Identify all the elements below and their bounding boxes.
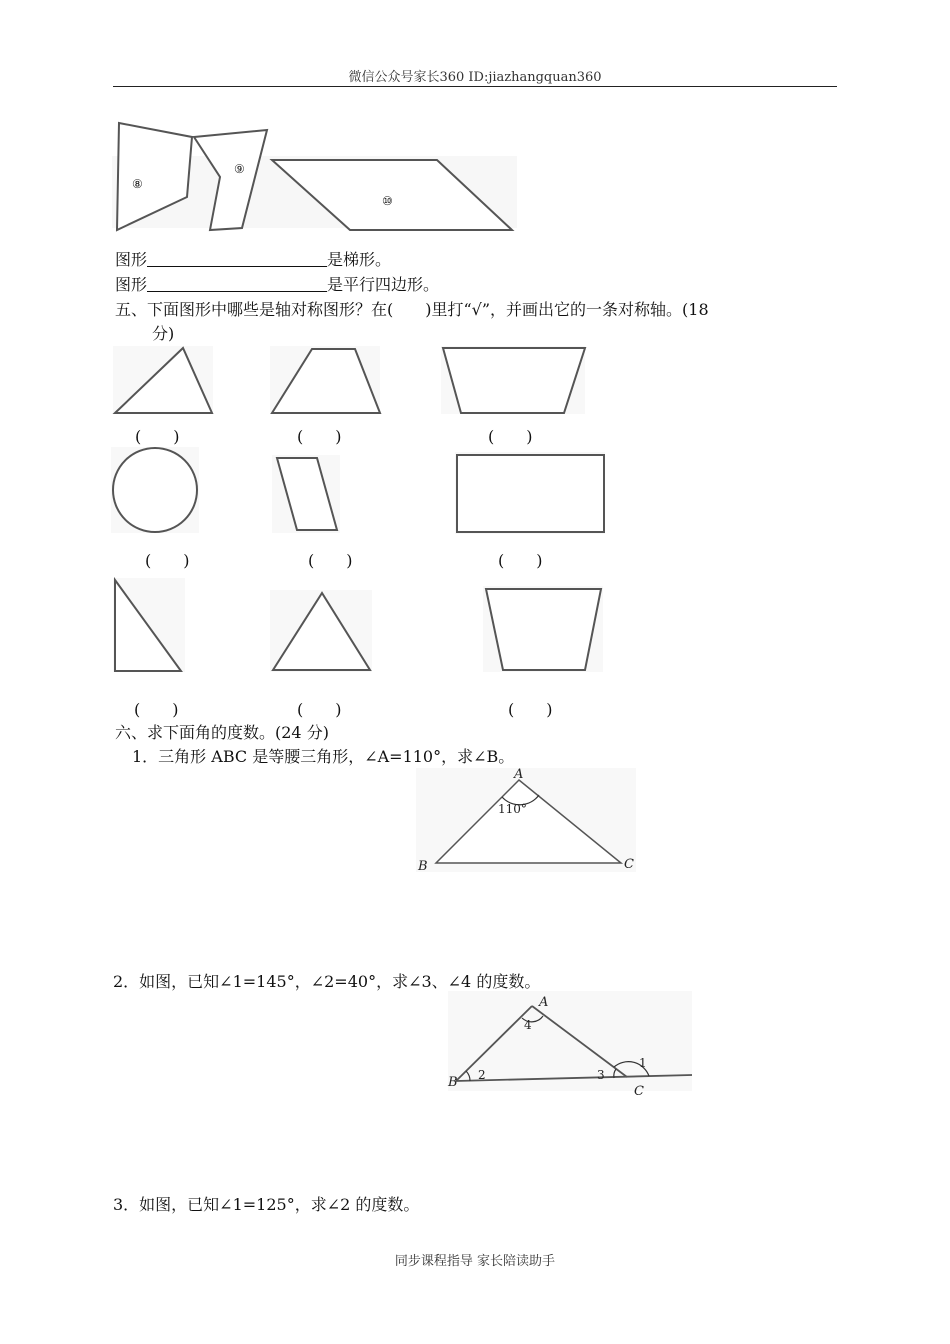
- header-rule: [113, 86, 837, 87]
- trapezoid-suffix: 是梯形。: [327, 250, 392, 269]
- fig2-angle-1: 1: [639, 1056, 647, 1070]
- parallelogram-suffix: 是平行四边形。: [327, 275, 440, 294]
- fig1-angle-label: 110°: [498, 802, 527, 816]
- answer-slot-7[interactable]: ( ): [134, 700, 179, 719]
- answer-slot-1[interactable]: ( ): [135, 427, 180, 446]
- section5-title: 五、下面图形中哪些是轴对称图形？在( )里打“√”，并画出它的一条对称轴。(18: [115, 300, 709, 319]
- figure-equilateral-triangle: [270, 590, 374, 674]
- figure-parallelogram: [441, 346, 587, 416]
- parallelogram-blank[interactable]: [147, 275, 327, 292]
- figure-trapezoid-inverted: [483, 586, 605, 674]
- figure-triangle-abc: [416, 768, 638, 876]
- parallelogram-prefix: 图形: [115, 275, 148, 294]
- fig1-vertex-a: A: [514, 767, 524, 782]
- answer-slot-9[interactable]: ( ): [508, 700, 553, 719]
- answer-slot-8[interactable]: ( ): [297, 700, 342, 719]
- trapezoid-answer-line: [115, 250, 391, 270]
- fig2-angle-3: 3: [597, 1068, 605, 1082]
- shape-10-label: ⑩: [382, 194, 393, 208]
- fig2-vertex-a: A: [539, 995, 549, 1010]
- figure-rectangle: [455, 452, 607, 536]
- figure-shapes-8-9-10: [112, 120, 522, 235]
- fig2-angle-2: 2: [478, 1068, 486, 1082]
- answer-slot-3[interactable]: ( ): [488, 427, 533, 446]
- fig1-vertex-b: B: [418, 859, 428, 874]
- fig2-angle-4: 4: [524, 1018, 532, 1032]
- fig2-vertex-b: B: [448, 1075, 458, 1090]
- answer-slot-5[interactable]: ( ): [308, 551, 353, 570]
- answer-slot-4[interactable]: ( ): [145, 551, 190, 570]
- fig1-vertex-c: C: [624, 857, 634, 872]
- figure-parallelogram-narrow: [272, 455, 342, 535]
- section5-title-cont: 分): [152, 324, 175, 343]
- figure-triangle-scalene: [113, 346, 215, 416]
- answer-slot-6[interactable]: ( ): [498, 551, 543, 570]
- trapezoid-prefix: 图形: [115, 250, 148, 269]
- page-header: 微信公众号家长360 ID:jiazhangquan360: [348, 70, 602, 85]
- figure-trapezoid-isosceles: [270, 346, 382, 416]
- fig2-vertex-c: C: [634, 1084, 644, 1099]
- question-3: 3．如图，已知∠1=125°，求∠2 的度数。: [113, 1195, 420, 1214]
- shape-9-label: ⑨: [234, 162, 245, 176]
- trapezoid-blank[interactable]: [147, 250, 327, 267]
- figure-circle: [111, 447, 201, 535]
- page-footer: 同步课程指导 家长陪读助手: [394, 1254, 556, 1269]
- figure-right-triangle: [113, 578, 187, 674]
- question-2: 2．如图，已知∠1=145°，∠2=40°，求∠3、∠4 的度数。: [113, 972, 541, 991]
- figure-triangle-exterior-angle: [444, 991, 694, 1097]
- parallelogram-answer-line: [115, 275, 439, 295]
- answer-slot-2[interactable]: ( ): [297, 427, 342, 446]
- section6-title: 六、求下面角的度数。(24 分): [115, 723, 329, 742]
- shape-8-label: ⑧: [132, 177, 143, 191]
- question-1: 1．三角形 ABC 是等腰三角形，∠A=110°，求∠B。: [132, 747, 515, 766]
